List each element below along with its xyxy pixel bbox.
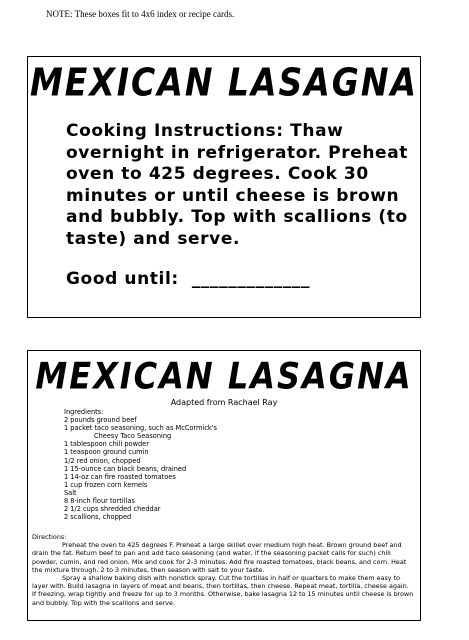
ingredient-item: 2 1/2 cups shredded cheddar — [64, 505, 161, 514]
ingredient-item: Salt — [64, 488, 77, 497]
ingredient-item: 1 teaspoon ground cumin — [64, 448, 149, 457]
recipe-source: Adapted from Rachael Ray — [170, 398, 278, 407]
ingredient-item: 1 tablespoon chili powder — [64, 440, 149, 449]
card-title: MEXICAN LASAGNA — [29, 60, 419, 105]
recipe-card — [27, 350, 421, 621]
ingredients-heading: Ingredients: — [64, 408, 104, 416]
page-note: NOTE: These boxes fit to 4x6 index or recipe cards. — [46, 9, 235, 19]
directions-heading: Directions: — [32, 533, 67, 541]
ingredient-item: 2 pounds ground beef — [64, 416, 137, 425]
ingredient-item: 1 15-ounce can black beans, drained — [64, 464, 187, 473]
ingredient-item: 1 cup frozen corn kernels — [64, 480, 148, 489]
ingredient-item: 1 14-oz can fire roasted tomatoes — [64, 472, 176, 481]
ingredient-item: 8 8-inch flour tortillas — [64, 497, 135, 506]
cooking-instructions: Cooking Instructions: Thaw overnight in refrigerator. Preheat oven to 425 degrees. Cook 30 minutes or until cheese is brown and bubbly. Top with scallions (to taste) and serve. — [66, 121, 408, 249]
ingredient-item: 2 scallions, chopped — [64, 513, 132, 522]
ingredient-item: 1 packet taco seasoning, such as McCormick's — [64, 424, 217, 433]
instruction-card — [27, 56, 421, 318]
good-until-line: Good until: _____________ — [66, 269, 311, 289]
direction-paragraph: Spray a shallow baking dish with nonstick spray. Cut the tortillas in half or quarters to make them easy to layer with. Build lasagna in layers of meat and beans, then tortillas, then cheese. Repeat meat, tortilla, cheese again. If freezing, wrap tightly and freeze for up to 3 months. Otherwise, bake lasagna 12 to 15 minutes until cheese is brown and bubbly. Top with the scallions and serve. — [32, 574, 414, 607]
ingredient-item: Cheesy Taco Seasoning — [94, 432, 172, 441]
ingredients-list — [64, 408, 394, 521]
directions — [32, 533, 414, 607]
ingredient-item: 1/2 red onion, chopped — [64, 456, 141, 465]
direction-paragraph: Preheat the oven to 425 degrees F. Preheat a large skillet over medium high heat. Brown ground beef and drain the fat. Return beef to pan and add taco seasoning (and water, if the seasoning packet calls for such) chili powder, cumin, and red onion. Mix and cook for 2-3 minutes. Add fire roasted tomatoes, black beans, and corn. Heat the mixture through, 2 to 3 minutes, then season with salt to your taste. — [32, 541, 407, 574]
card-title: MEXICAN LASAGNA — [35, 354, 413, 398]
